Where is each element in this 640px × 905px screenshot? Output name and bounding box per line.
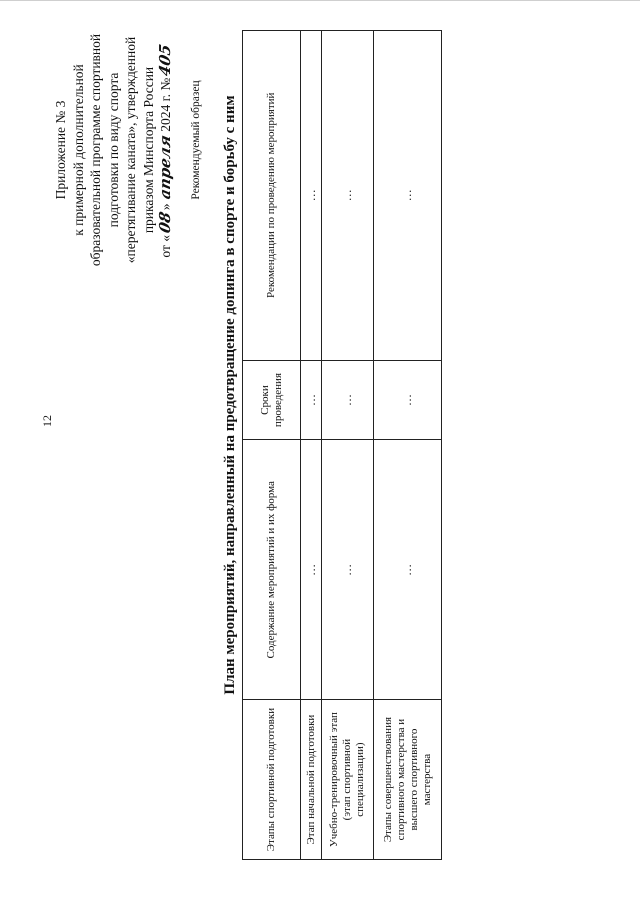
timing-cell: … bbox=[374, 360, 442, 440]
appendix-title: Приложение № 3 bbox=[53, 100, 68, 200]
appendix-header bbox=[52, 15, 175, 285]
page-number: 12 bbox=[40, 415, 54, 427]
table-row bbox=[301, 31, 322, 860]
header-recommendations: Рекомендации по проведению мероприятий bbox=[243, 31, 301, 361]
content-cell: … bbox=[322, 440, 374, 700]
content-cell: … bbox=[374, 440, 442, 700]
appendix-line: образовательной программе спортивной bbox=[88, 33, 103, 267]
table-row bbox=[322, 31, 374, 860]
order-date-line bbox=[157, 15, 175, 285]
date-mid: » bbox=[158, 203, 173, 211]
recommendation-cell: … bbox=[374, 31, 442, 361]
header-content: Содержание мероприятий и их форма bbox=[243, 440, 301, 700]
recommendation-cell: … bbox=[301, 31, 322, 361]
table-header-row bbox=[243, 31, 301, 860]
handwritten-order-number: 405 bbox=[156, 42, 174, 78]
plan-title: План мероприятий, направленный на предотвращение допинга в спорте и борьбу с ним bbox=[222, 95, 238, 695]
stage-cell: Этапы совершенствования спортивного мастерства и высшего спортивного мастерства bbox=[374, 700, 442, 860]
timing-cell: … bbox=[301, 360, 322, 440]
date-prefix: от « bbox=[158, 234, 173, 258]
handwritten-day: 08 bbox=[156, 210, 174, 235]
stage-cell: Учебно-тренировочный этап (этап спортивной специализации) bbox=[322, 700, 374, 860]
handwritten-month: апреля bbox=[156, 133, 174, 202]
appendix-line: приказом Минспорта России bbox=[140, 66, 156, 234]
header-timing: Сроки проведения bbox=[243, 360, 301, 440]
appendix-line: подготовки по виду спорта bbox=[105, 72, 121, 228]
table-row bbox=[374, 31, 442, 860]
date-year: 2024 г. № bbox=[158, 77, 173, 132]
scan-edge bbox=[0, 0, 640, 1]
recommendation-cell: … bbox=[322, 31, 374, 361]
plan-table bbox=[242, 30, 442, 860]
sample-note: Рекомендуемый образец bbox=[190, 80, 202, 200]
content-cell: … bbox=[301, 440, 322, 700]
header-stages: Этапы спортивной подготовки bbox=[243, 700, 301, 860]
appendix-line: «перетягивание каната», утвержденной bbox=[123, 36, 138, 264]
appendix-line: к примерной дополнительной bbox=[70, 64, 86, 236]
stage-cell: Этап начальной подготовки bbox=[301, 700, 322, 860]
timing-cell: … bbox=[322, 360, 374, 440]
